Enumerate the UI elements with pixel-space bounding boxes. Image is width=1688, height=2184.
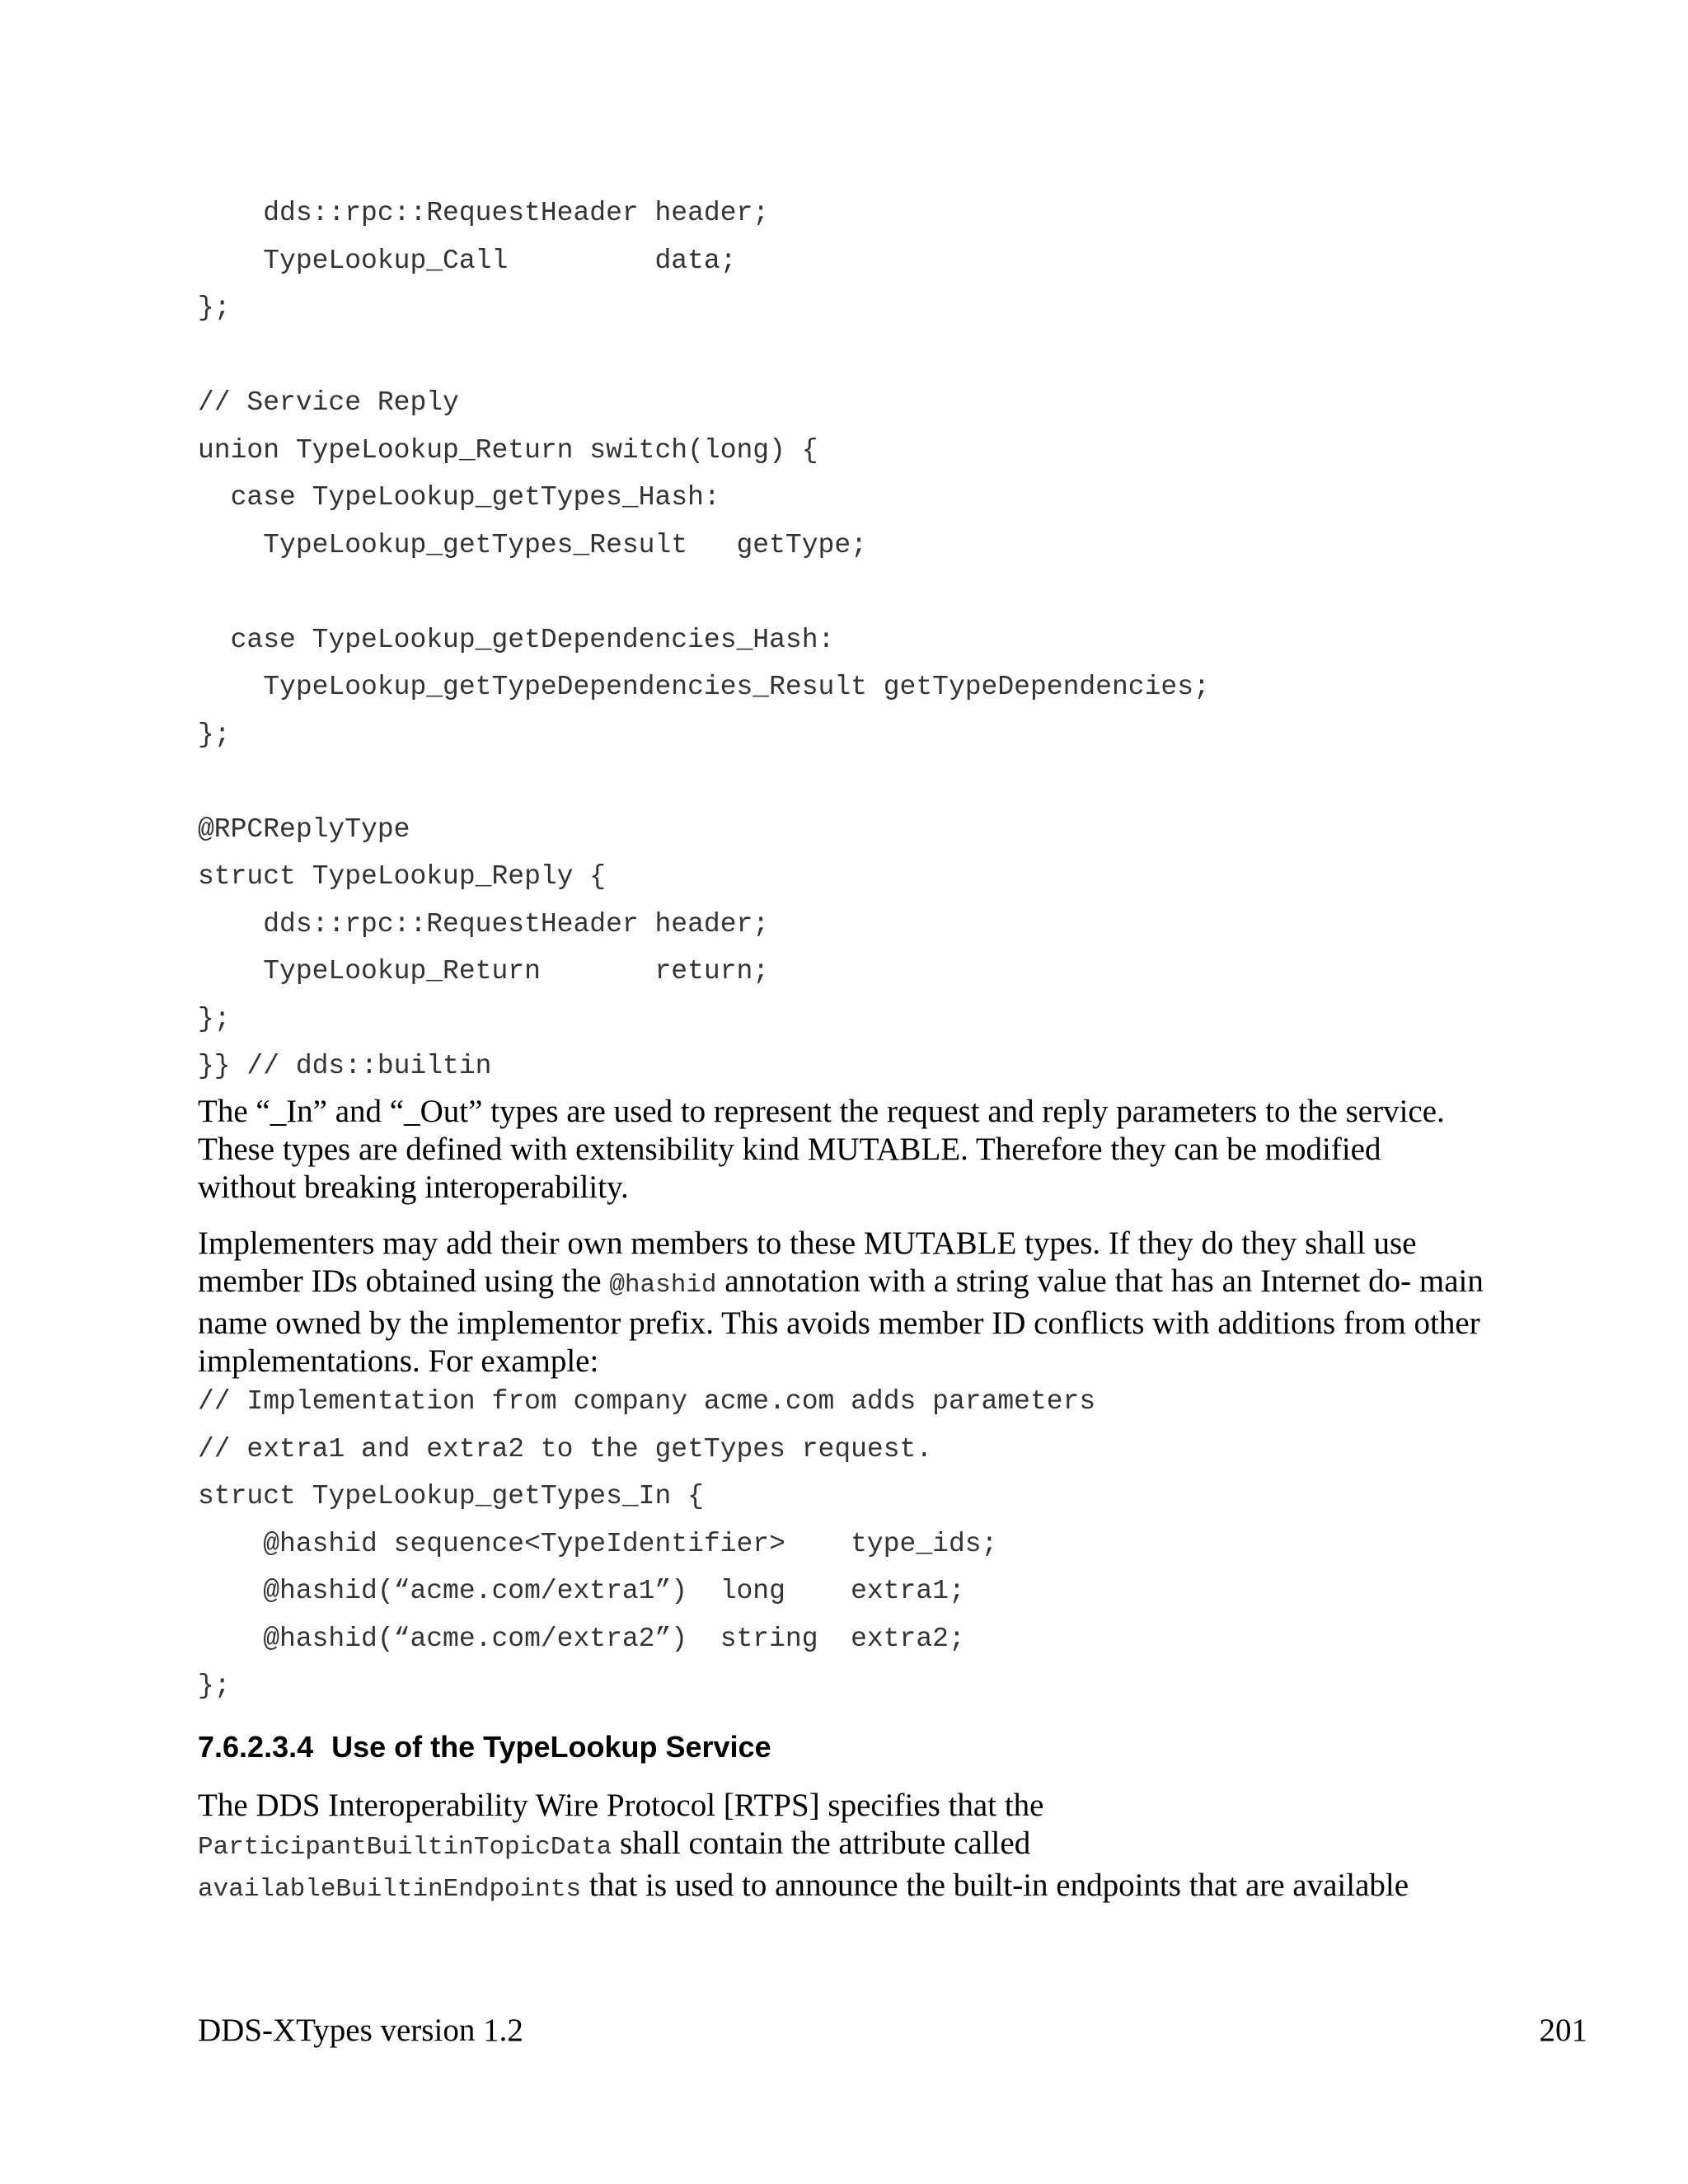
code-line: @RPCReplyType	[198, 813, 410, 845]
code-line: case TypeLookup_getDependencies_Hash:	[198, 624, 835, 655]
code-line: @hashid(“acme.com/extra1”) long extra1;	[198, 1576, 965, 1606]
paragraph-in-out-types: The “_In” and “_Out” types are used to represent the request and reply parameters to the service. These types are defined with extensibility kind MUTABLE. Therefore they can be modified without breaking interoperability.	[198, 1094, 1445, 1205]
inline-code-hashid: @hashid	[609, 1271, 717, 1300]
code-line: dds::rpc::RequestHeader header;	[198, 198, 770, 228]
code-line: };	[198, 293, 231, 323]
code-line: case TypeLookup_getTypes_Hash:	[198, 482, 720, 513]
code-line: TypeLookup_Call data;	[198, 245, 737, 276]
code-line	[198, 332, 1210, 380]
code-line: TypeLookup_getTypes_Result getType;	[198, 529, 867, 560]
code-line: // extra1 and extra2 to the getTypes request.	[198, 1433, 933, 1465]
paragraph-text-before: Implementers may add their own members to these MUTABLE types. If they do they shall use member IDs obtained using the	[198, 1226, 1417, 1299]
code-line	[198, 569, 1210, 616]
code-line: TypeLookup_getTypeDependencies_Result getTypeDependencies;	[198, 672, 1210, 702]
code-line: }} // dds::builtin	[198, 1051, 492, 1081]
section-heading	[198, 1729, 771, 1765]
section-number: 7.6.2.3.4	[198, 1730, 314, 1764]
code-line: };	[198, 1003, 231, 1034]
rtps-line-3: that is used to announce the built-in endpoints that are available	[581, 1868, 1409, 1903]
code-line: struct TypeLookup_Reply {	[198, 861, 607, 892]
footer-page-number: 201	[1539, 2013, 1587, 2048]
code-line: };	[198, 719, 231, 750]
rtps-line-2: shall contain the attribute called	[612, 1825, 1031, 1861]
code-line: // Service Reply	[198, 387, 459, 418]
footer-document-title: DDS-XTypes version 1.2	[198, 2013, 523, 2048]
code-line: @hashid sequence<TypeIdentifier> type_ids;	[198, 1528, 998, 1559]
code-line: @hashid(“acme.com/extra2”) string extra2;	[198, 1623, 965, 1654]
code-block-getTypes-in	[198, 1378, 1095, 1710]
code-line: // Implementation from company acme.com adds parameters	[198, 1386, 1096, 1417]
rtps-line-1: The DDS Interoperability Wire Protocol [RTPS] specifies that the	[198, 1788, 1044, 1823]
paragraph-text-after: annotation with a string value that has an Internet do- main name owned by the implementor prefix. This avoids member ID conflicts with additions from other implementations. For example:	[198, 1263, 1484, 1379]
code-line	[198, 758, 1210, 806]
code-line: struct TypeLookup_getTypes_In {	[198, 1481, 704, 1511]
code-line: dds::rpc::RequestHeader header;	[198, 908, 770, 940]
code-block-typelookup-reply	[198, 190, 1210, 1090]
code-line: union TypeLookup_Return switch(long) {	[198, 434, 818, 466]
inline-code-participant-builtin-topic-data: ParticipantBuiltinTopicData	[198, 1833, 612, 1862]
code-line: };	[198, 1671, 231, 1701]
section-title: Use of the TypeLookup Service	[331, 1730, 771, 1764]
code-line: TypeLookup_Return return;	[198, 956, 770, 987]
inline-code-available-builtin-endpoints: availableBuiltinEndpoints	[198, 1875, 582, 1904]
paragraph-rtps	[198, 1787, 1484, 1909]
paragraph-implementer-members	[198, 1225, 1484, 1380]
